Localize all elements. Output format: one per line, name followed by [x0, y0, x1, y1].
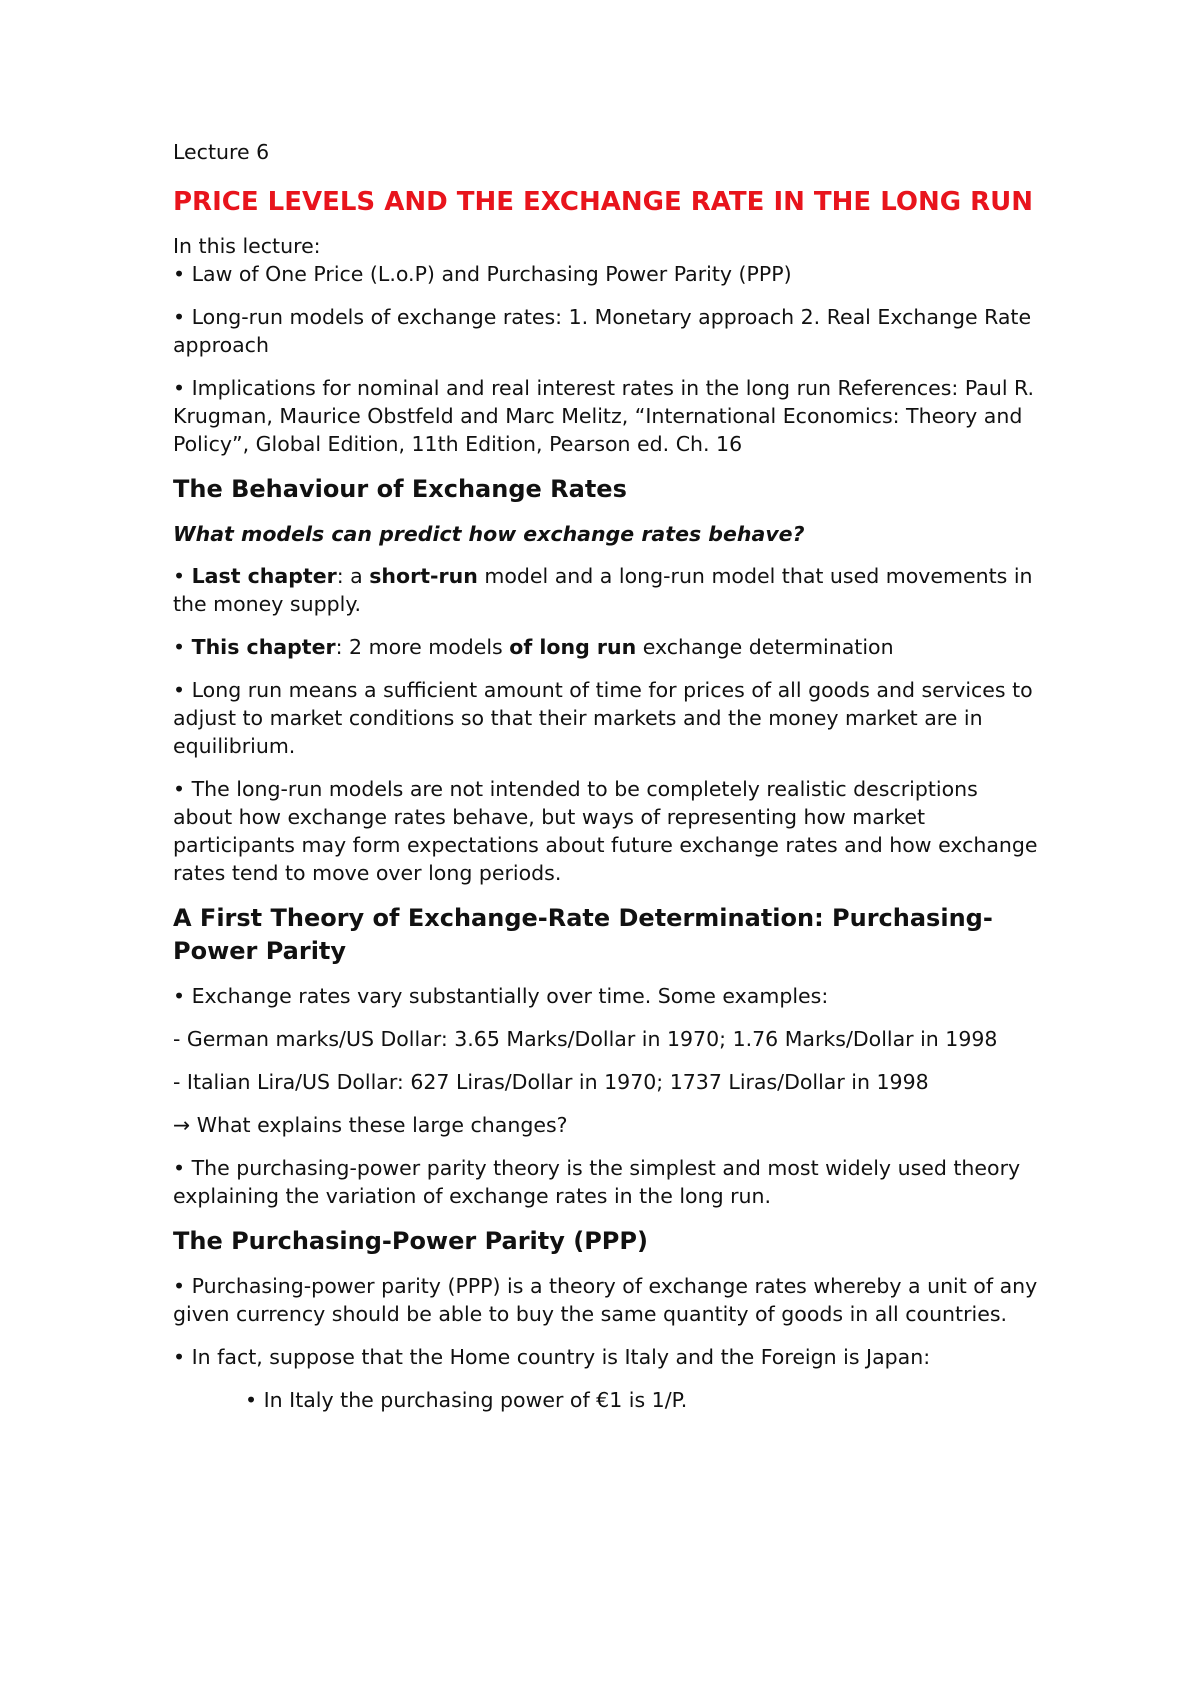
- section-heading-first-theory: A First Theory of Exchange-Rate Determination: Purchasing-Power Parity: [173, 904, 993, 965]
- document-title: PRICE LEVELS AND THE EXCHANGE RATE IN THE LONG RUN: [173, 187, 1034, 217]
- bold-term: short-run: [369, 564, 478, 588]
- paragraph: • The purchasing-power parity theory is the simplest and most widely used theory explaining the variation of exchange rates in the long run.: [173, 1156, 1021, 1208]
- bold-term: Last chapter: [191, 564, 337, 588]
- section-question: What models can predict how exchange rates behave?: [173, 522, 805, 546]
- section-heading-behaviour: The Behaviour of Exchange Rates: [173, 475, 627, 503]
- paragraph-text: exchange determination: [636, 635, 894, 659]
- paragraph-long-run-models: • The long-run models are not intended to be completely realistic descriptions about how exchange rates behave, but ways of representing how market participants may form expectations about future exchange rates and how exchange rates tend to move over long periods.: [173, 777, 1038, 885]
- paragraph-this-chapter: [173, 633, 1043, 661]
- paragraph: - German marks/US Dollar: 3.65 Marks/Dollar in 1970; 1.76 Marks/Dollar in 1998: [173, 1027, 998, 1051]
- intro-item: • Long-run models of exchange rates: 1. Monetary approach 2. Real Exchange Rate approach: [173, 305, 1032, 357]
- intro-item: • Law of One Price (L.o.P) and Purchasing Power Parity (PPP): [173, 262, 792, 286]
- paragraph: • In fact, suppose that the Home country is Italy and the Foreign is Japan:: [173, 1345, 931, 1369]
- paragraph: • Purchasing-power parity (PPP) is a theory of exchange rates whereby a unit of any given currency should be able to buy the same quantity of goods in all countries.: [173, 1274, 1038, 1326]
- bullet-marker: •: [173, 564, 192, 588]
- paragraph-indented: • In Italy the purchasing power of €1 is 1/P.: [245, 1388, 688, 1412]
- bold-term: of long run: [509, 635, 637, 659]
- bullet-marker: •: [173, 635, 192, 659]
- paragraph: - Italian Lira/US Dollar: 627 Liras/Dollar in 1970; 1737 Liras/Dollar in 1998: [173, 1070, 929, 1094]
- paragraph-text: : a: [336, 564, 370, 588]
- intro-heading: In this lecture:: [173, 234, 321, 258]
- document-body: [173, 138, 1043, 1429]
- paragraph-text: model and a long-run model that used movements in the money supply.: [173, 564, 1033, 616]
- paragraph-text: : 2 more models: [335, 635, 510, 659]
- lecture-label: Lecture 6: [173, 140, 270, 164]
- paragraph-long-run: • Long run means a sufficient amount of time for prices of all goods and services to adjust to market conditions so that their markets and the money market are in equilibrium.: [173, 678, 1033, 758]
- intro-item: • Implications for nominal and real interest rates in the long run References: Paul R. Krugman, Maurice Obstfeld and Marc Melitz, “International Economics: Theory and Policy”, Global Edition, 11th Edition, Pearson ed. Ch. 16: [173, 376, 1035, 456]
- paragraph: → What explains these large changes?: [173, 1113, 568, 1137]
- bold-term: This chapter: [191, 635, 336, 659]
- paragraph: • Exchange rates vary substantially over time. Some examples:: [173, 984, 829, 1008]
- paragraph-last-chapter: [173, 562, 1043, 618]
- section-heading-ppp: The Purchasing-Power Parity (PPP): [173, 1227, 648, 1255]
